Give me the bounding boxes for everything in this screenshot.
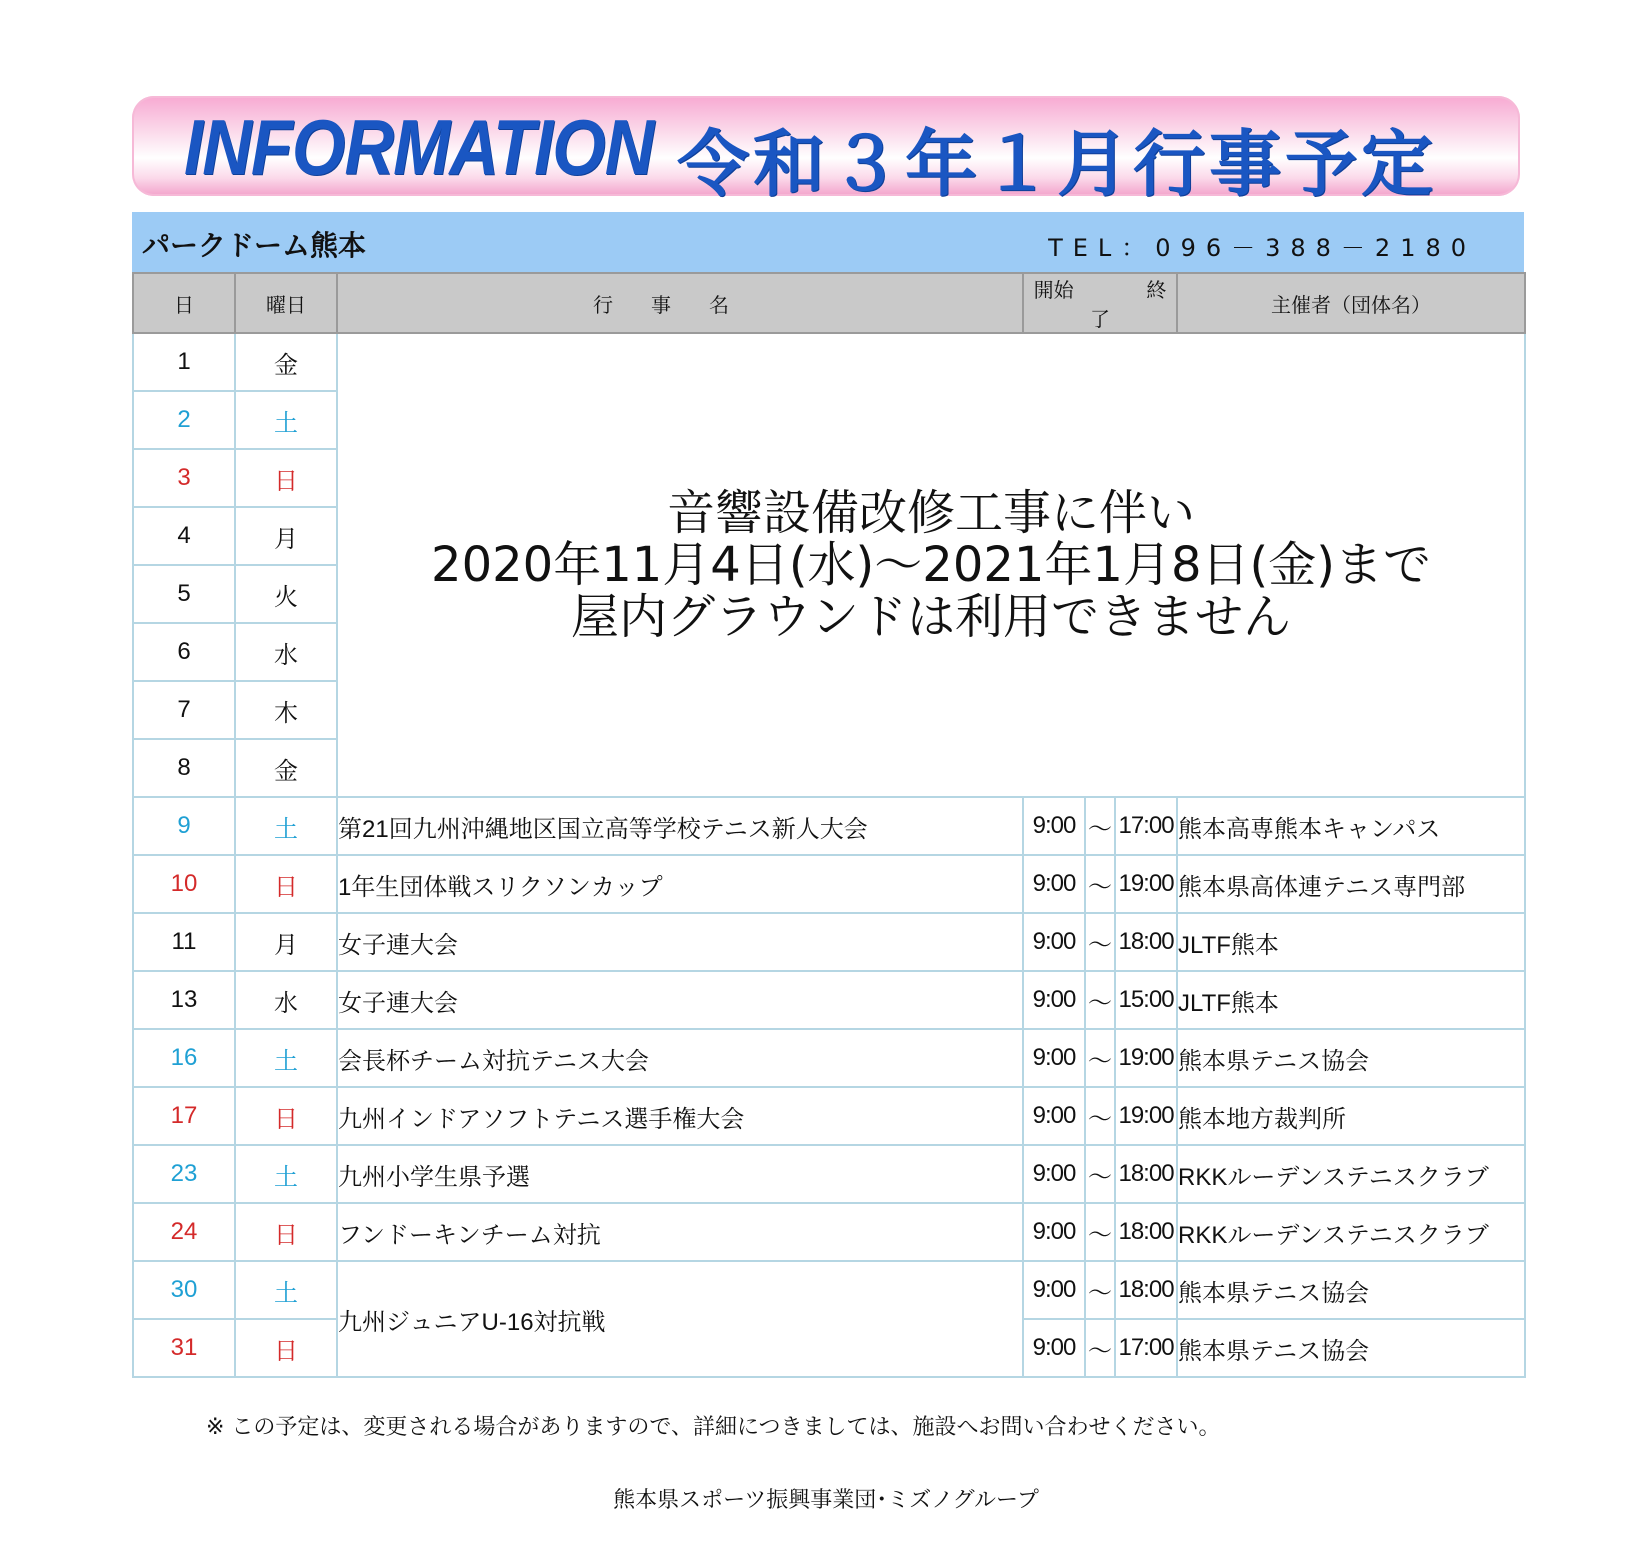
- table-row: [133, 1145, 1525, 1203]
- closure-notice-line3: 屋内グラウンドは利用できません: [571, 589, 1292, 645]
- organizer: JLTF熊本: [1177, 971, 1525, 1029]
- banner-title: 令和３年１月行事予定: [677, 122, 1438, 206]
- table-row: [133, 1261, 1525, 1319]
- facility-bar: [132, 212, 1524, 272]
- facility-tel: TEL：096－388－2180: [1048, 234, 1476, 262]
- start-time: 9:00: [1023, 1029, 1085, 1087]
- weekday-cell: 土: [235, 797, 337, 855]
- weekday-cell: 月: [235, 507, 337, 565]
- start-time: 9:00: [1023, 1261, 1085, 1319]
- day-cell: 9: [133, 797, 235, 855]
- start-time: 9:00: [1023, 797, 1085, 855]
- closure-notice-line2: 2020年11月4日(水)～2021年1月8日(金)まで: [431, 537, 1431, 593]
- header-event-label: 行事名: [593, 292, 767, 317]
- organization-credit: 熊本県スポーツ振興事業団･ミズノグループ: [613, 1488, 1039, 1513]
- day-cell: 31: [133, 1319, 235, 1377]
- end-time: 18:00: [1115, 913, 1177, 971]
- table-row: [133, 1029, 1525, 1087]
- header-time: [1023, 273, 1177, 333]
- start-time: 9:00: [1023, 1145, 1085, 1203]
- organizer: RKKルーデンステニスクラブ: [1177, 1145, 1525, 1203]
- information-banner: [132, 96, 1520, 206]
- end-time: 18:00: [1115, 1261, 1177, 1319]
- banner-information-label: INFORMATION: [184, 103, 654, 191]
- end-time: 15:00: [1115, 971, 1177, 1029]
- end-time: 19:00: [1115, 1029, 1177, 1087]
- table-row: [133, 797, 1525, 855]
- header-start: 開始: [1033, 278, 1074, 302]
- event-name: 女子連大会: [337, 971, 1023, 1029]
- weekday-cell: 金: [235, 739, 337, 797]
- time-separator: ～: [1085, 797, 1115, 855]
- event-name: 九州小学生県予選: [337, 1145, 1023, 1203]
- organizer: 熊本県テニス協会: [1177, 1261, 1525, 1319]
- weekday-cell: 日: [235, 1319, 337, 1377]
- day-cell: 5: [133, 565, 235, 623]
- day-cell: 8: [133, 739, 235, 797]
- event-name: 女子連大会: [337, 913, 1023, 971]
- day-cell: 10: [133, 855, 235, 913]
- end-time: 17:00: [1115, 797, 1177, 855]
- day-cell: 4: [133, 507, 235, 565]
- organizer: RKKルーデンステニスクラブ: [1177, 1203, 1525, 1261]
- table-header-row: [133, 273, 1525, 333]
- table-row: [133, 333, 1525, 391]
- start-time: 9:00: [1023, 971, 1085, 1029]
- time-separator: ～: [1085, 1261, 1115, 1319]
- time-separator: ～: [1085, 1203, 1115, 1261]
- header-day: 日: [133, 273, 235, 333]
- start-time: 9:00: [1023, 855, 1085, 913]
- closure-notice-line1: 音響設備改修工事に伴い: [667, 485, 1196, 541]
- day-cell: 11: [133, 913, 235, 971]
- start-time: 9:00: [1023, 913, 1085, 971]
- day-cell: 6: [133, 623, 235, 681]
- header-weekday: 曜日: [235, 273, 337, 333]
- weekday-cell: 日: [235, 1087, 337, 1145]
- end-time: 18:00: [1115, 1145, 1177, 1203]
- organizer: 熊本高専熊本キャンパス: [1177, 797, 1525, 855]
- table-row: [133, 971, 1525, 1029]
- table-row: [133, 1087, 1525, 1145]
- event-name: 第21回九州沖縄地区国立高等学校テニス新人大会: [337, 797, 1023, 855]
- time-separator: ～: [1085, 1029, 1115, 1087]
- weekday-cell: 土: [235, 1145, 337, 1203]
- organizer: 熊本県高体連テニス専門部: [1177, 855, 1525, 913]
- weekday-cell: 日: [235, 1203, 337, 1261]
- facility-name: パークドーム熊本: [142, 229, 367, 262]
- schedule-body: [133, 333, 1525, 1377]
- closure-notice: [337, 333, 1525, 797]
- header-end: 終了: [1090, 278, 1167, 331]
- footnote: ※ この予定は、変更される場合がありますので、詳細につきましては、施設へお問い合わせください。: [206, 1415, 1221, 1440]
- table-row: [133, 855, 1525, 913]
- day-cell: 3: [133, 449, 235, 507]
- organizer: 熊本県テニス協会: [1177, 1319, 1525, 1377]
- weekday-cell: 土: [235, 391, 337, 449]
- organizer: 熊本地方裁判所: [1177, 1087, 1525, 1145]
- day-cell: 13: [133, 971, 235, 1029]
- time-separator: ～: [1085, 1319, 1115, 1377]
- weekday-cell: 土: [235, 1261, 337, 1319]
- weekday-cell: 火: [235, 565, 337, 623]
- organizer: 熊本県テニス協会: [1177, 1029, 1525, 1087]
- header-organizer: 主催者（団体名）: [1177, 273, 1525, 333]
- header-event: [337, 273, 1023, 333]
- end-time: 19:00: [1115, 855, 1177, 913]
- time-separator: ～: [1085, 971, 1115, 1029]
- event-name: 九州インドアソフトテニス選手権大会: [337, 1087, 1023, 1145]
- table-row: [133, 1203, 1525, 1261]
- day-cell: 7: [133, 681, 235, 739]
- day-cell: 1: [133, 333, 235, 391]
- day-cell: 30: [133, 1261, 235, 1319]
- day-cell: 16: [133, 1029, 235, 1087]
- event-name: フンドーキンチーム対抗: [337, 1203, 1023, 1261]
- weekday-cell: 水: [235, 971, 337, 1029]
- time-separator: ～: [1085, 913, 1115, 971]
- start-time: 9:00: [1023, 1087, 1085, 1145]
- start-time: 9:00: [1023, 1203, 1085, 1261]
- day-cell: 2: [133, 391, 235, 449]
- end-time: 17:00: [1115, 1319, 1177, 1377]
- organizer: JLTF熊本: [1177, 913, 1525, 971]
- day-cell: 17: [133, 1087, 235, 1145]
- weekday-cell: 土: [235, 1029, 337, 1087]
- event-name: 九州ジュニアU-16対抗戦: [337, 1261, 1023, 1377]
- weekday-cell: 月: [235, 913, 337, 971]
- event-name: 1年生団体戦スリクソンカップ: [337, 855, 1023, 913]
- weekday-cell: 日: [235, 449, 337, 507]
- weekday-cell: 日: [235, 855, 337, 913]
- end-time: 18:00: [1115, 1203, 1177, 1261]
- day-cell: 23: [133, 1145, 235, 1203]
- end-time: 19:00: [1115, 1087, 1177, 1145]
- weekday-cell: 金: [235, 333, 337, 391]
- event-name: 会長杯チーム対抗テニス大会: [337, 1029, 1023, 1087]
- time-separator: ～: [1085, 855, 1115, 913]
- day-cell: 24: [133, 1203, 235, 1261]
- time-separator: ～: [1085, 1087, 1115, 1145]
- time-separator: ～: [1085, 1145, 1115, 1203]
- table-row: [133, 913, 1525, 971]
- schedule-table: [132, 272, 1526, 1378]
- weekday-cell: 水: [235, 623, 337, 681]
- weekday-cell: 木: [235, 681, 337, 739]
- start-time: 9:00: [1023, 1319, 1085, 1377]
